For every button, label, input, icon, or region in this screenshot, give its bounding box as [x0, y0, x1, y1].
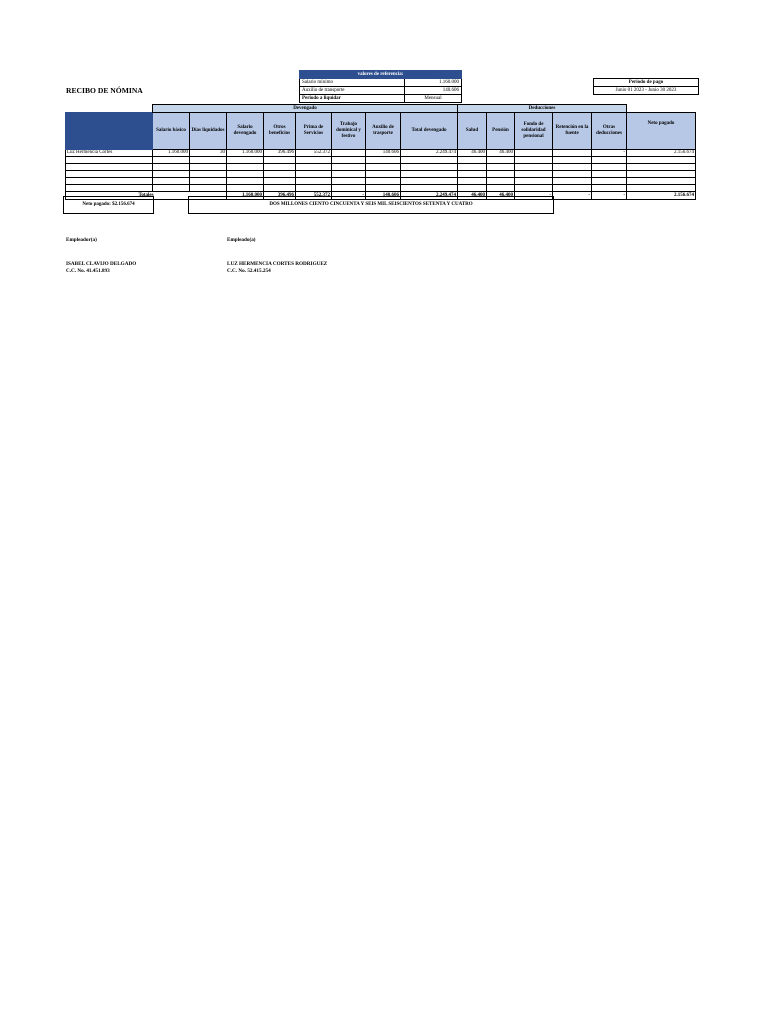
- table-cell: 46.400: [487, 192, 515, 200]
- column-header: Salario devengado: [227, 113, 264, 150]
- table-corner-spacer: [627, 105, 696, 113]
- column-header: Trabajo dominical y festivo: [332, 113, 366, 150]
- table-cell: [553, 150, 592, 157]
- name-column-header: [66, 113, 153, 150]
- group-header-deducciones: Deducciones: [458, 105, 627, 113]
- reference-value: Mensual: [405, 95, 462, 103]
- table-corner-spacer: [66, 105, 153, 113]
- table-cell: 1.160.000: [227, 192, 264, 200]
- column-header: Salud: [458, 113, 487, 150]
- group-header-devengado: Devengado: [153, 105, 458, 113]
- table-cell: 396.496: [264, 150, 296, 157]
- employer-label: Empleador(a): [66, 237, 97, 243]
- table-cell: 552.372: [296, 150, 332, 157]
- table-row-empty: [66, 157, 696, 164]
- column-header: Otras deducciones: [592, 113, 627, 150]
- column-header: Salario básico: [153, 113, 190, 150]
- employer-id: C.C. No. 41.451.893: [66, 268, 110, 274]
- table-cell-neto: 2.156.674: [627, 150, 696, 157]
- table-row: [66, 150, 696, 157]
- table-cell: 1.160.000: [227, 150, 264, 157]
- neto-words-box: DOS MILLONES CIENTO CINCUENTA Y SEIS MIL SEISCIENTOS SETENTA Y CUATRO: [188, 196, 554, 214]
- column-header: Prima de Servicios: [296, 113, 332, 150]
- column-header: Total devengado: [401, 113, 458, 150]
- employee-name: Luz Hermencia Cortes: [66, 150, 153, 157]
- reference-header: valores de referencia:: [300, 71, 462, 79]
- table-row-empty: [66, 185, 696, 192]
- payroll-table: [65, 104, 696, 200]
- neto-pagado-box: Neto pagado: $2.156.674: [63, 196, 154, 214]
- table-cell: 2.249.474: [401, 192, 458, 200]
- table-cell: [332, 150, 366, 157]
- column-header: Retención en la fuente: [553, 113, 592, 150]
- table-cell: 46.400: [458, 192, 487, 200]
- pay-period-box: [593, 78, 699, 95]
- table-cell: 30: [190, 150, 227, 157]
- table-cell: -: [592, 192, 627, 200]
- table-cell: 396.496: [264, 192, 296, 200]
- table-cell: -: [515, 192, 553, 200]
- employee-id: C.C. No. 52.415.254: [227, 268, 271, 274]
- table-cell: -: [592, 150, 627, 157]
- table-cell: 46.400: [487, 150, 515, 157]
- employee-label: Empleado(a): [227, 237, 256, 243]
- pay-period-value: Junio 01 2023 - Junio 30 2023: [594, 87, 699, 95]
- reference-values-box: [299, 70, 462, 103]
- table-cell: 46.400: [458, 150, 487, 157]
- table-cell: 140.606: [366, 192, 401, 200]
- pay-period-label: Periodo de pago: [594, 79, 699, 87]
- column-header: Otros beneficios: [264, 113, 296, 150]
- reference-label: Periodo a liquidar: [300, 95, 405, 103]
- table-row-empty: [66, 164, 696, 171]
- column-header: Auxilio de trasporte: [366, 113, 401, 150]
- table-cell-neto: 2.156.674: [627, 192, 696, 200]
- table-row-empty: [66, 178, 696, 185]
- page-title: RECIBO DE NÓMINA: [66, 86, 143, 95]
- table-cell: [515, 150, 553, 157]
- neto-column-header: Neto pagado: [627, 113, 696, 150]
- table-cell: 1.160.000: [153, 150, 190, 157]
- reference-value: 1.160.000: [405, 79, 462, 87]
- table-cell: -: [553, 192, 592, 200]
- employer-name: ISABEL CLAVIJO DELGADO: [66, 261, 137, 267]
- employee-name-signature: LUZ HERMENCIA CORTES RODRIGUEZ: [227, 261, 328, 267]
- table-cell: -: [332, 192, 366, 200]
- table-cell: 552.372: [296, 192, 332, 200]
- totals-label: Totales: [66, 192, 227, 200]
- reference-label: Auxilio de transporte: [300, 87, 405, 95]
- column-header: Pensión: [487, 113, 515, 150]
- reference-label: Salario mínimo: [300, 79, 405, 87]
- table-cell: 2.249.474: [401, 150, 458, 157]
- column-header: Fondo de solidaridad pensional: [515, 113, 553, 150]
- table-row-empty: [66, 171, 696, 178]
- reference-value: 140.606: [405, 87, 462, 95]
- table-cell: 140.606: [366, 150, 401, 157]
- column-header: Días liquidados: [190, 113, 227, 150]
